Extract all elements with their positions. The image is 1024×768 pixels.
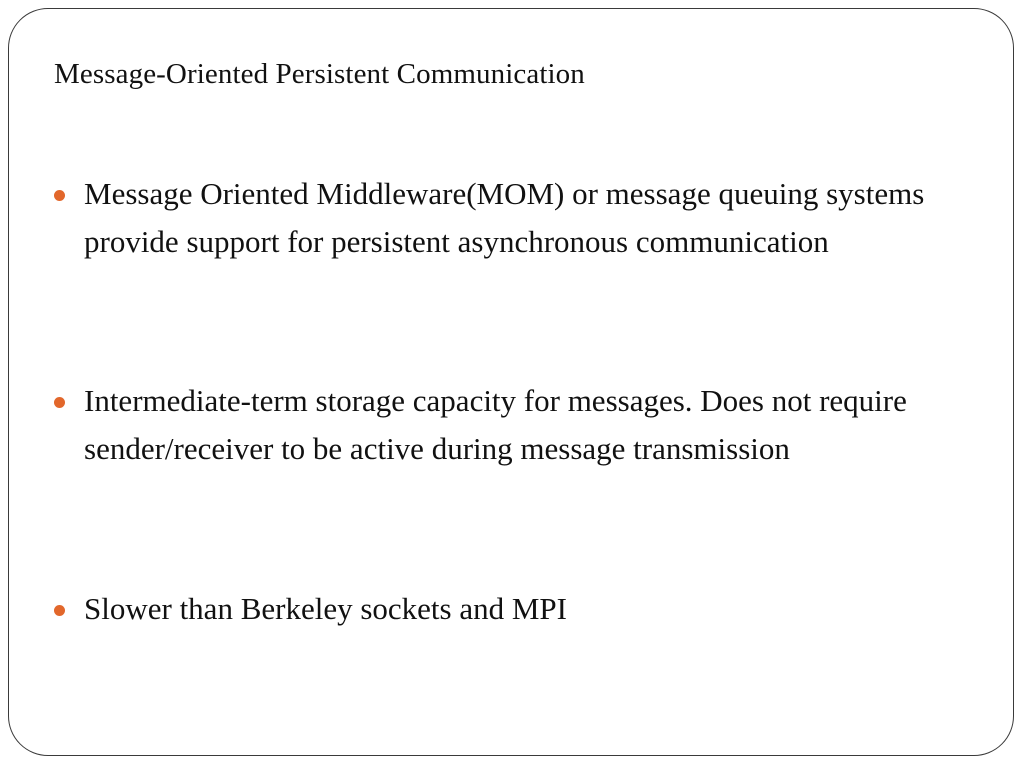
bullet-text: Intermediate-term storage capacity for messages. Does not require sender/receiver to be active during message transmission [84,383,907,466]
bullet-text: Slower than Berkeley sockets and MPI [84,591,567,626]
bullet-item [54,377,954,473]
bullet-item [54,170,954,266]
slide-title: Message-Oriented Persistent Communication [54,58,585,90]
bullet-dot-icon [54,397,65,408]
bullet-item [54,585,954,633]
bullet-dot-icon [54,190,65,201]
bullet-text: Message Oriented Middleware(MOM) or message queuing systems provide support for persistent asynchronous communication [84,176,925,259]
bullet-dot-icon [54,605,65,616]
